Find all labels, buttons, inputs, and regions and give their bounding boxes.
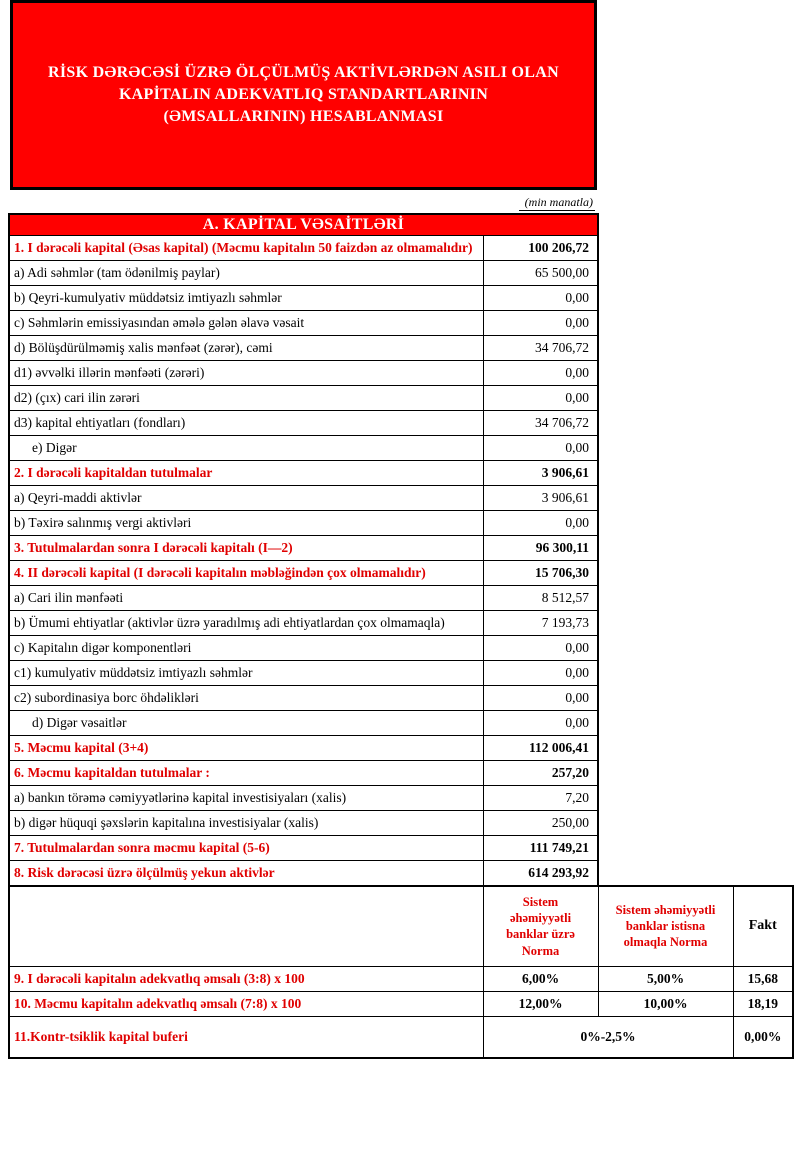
capital-row-label: d2) (çıx) cari ilin zərəri: [9, 386, 483, 411]
capital-row-value: 0,00: [483, 711, 598, 736]
ratio-row: [9, 991, 793, 1016]
capital-row: [9, 811, 598, 836]
capital-row-value: 8 512,57: [483, 586, 598, 611]
capital-row-value: 0,00: [483, 286, 598, 311]
ratio-row-label: 10. Məcmu kapitalın adekvatlıq əmsalı (7:8) x 100: [9, 991, 483, 1016]
capital-row: [9, 836, 598, 861]
title-banner: [10, 0, 597, 190]
capital-row-value: 96 300,11: [483, 536, 598, 561]
capital-row: [9, 336, 598, 361]
capital-row: [9, 736, 598, 761]
capital-row: [9, 611, 598, 636]
capital-row-value: 0,00: [483, 361, 598, 386]
ratio-fakt-value: 18,19: [733, 991, 793, 1016]
page-title: [48, 62, 559, 128]
capital-row-value: 7,20: [483, 786, 598, 811]
capital-row: [9, 661, 598, 686]
capital-row-value: 65 500,00: [483, 261, 598, 286]
capital-row: [9, 686, 598, 711]
ratio-fakt-value: 0,00%: [733, 1016, 793, 1058]
capital-row-label: 5. Məcmu kapital (3+4): [9, 736, 483, 761]
unit-note-row: [8, 190, 597, 213]
capital-row: [9, 311, 598, 336]
capital-row: [9, 461, 598, 486]
ratio-norm-combined: 0%-2,5%: [483, 1016, 733, 1058]
capital-row-value: 257,20: [483, 761, 598, 786]
ratio-fakt-value: 15,68: [733, 966, 793, 991]
unit-note: (min manatla): [519, 195, 595, 211]
capital-row-value: 0,00: [483, 311, 598, 336]
ratio-norm-non-systemic: 5,00%: [598, 966, 733, 991]
capital-row-label: d) Bölüşdürülməmiş xalis mənfəət (zərər), cəmi: [9, 336, 483, 361]
capital-row-value: 614 293,92: [483, 861, 598, 887]
capital-row-value: 0,00: [483, 436, 598, 461]
capital-table-body: [9, 236, 598, 887]
page-title-line-3: (ƏMSALLARININ) HESABLANMASI: [163, 108, 444, 125]
ratio-norm-systemic: 6,00%: [483, 966, 598, 991]
capital-row-label: a) Qeyri-maddi aktivlər: [9, 486, 483, 511]
capital-row-label: c) Səhmlərin emissiyasından əmələ gələn əlavə vəsait: [9, 311, 483, 336]
capital-row: [9, 486, 598, 511]
capital-row-label: 6. Məcmu kapitaldan tutulmalar :: [9, 761, 483, 786]
capital-row-label: b) Qeyri-kumulyativ müddətsiz imtiyazlı səhmlər: [9, 286, 483, 311]
capital-table-header-row: [9, 214, 598, 236]
capital-row: [9, 436, 598, 461]
capital-row-value: 3 906,61: [483, 461, 598, 486]
capital-row-label: 1. I dərəcəli kapital (Əsas kapital) (Məcmu kapitalın 50 faizdən az olmamalıdır): [9, 236, 483, 261]
capital-row-value: 0,00: [483, 636, 598, 661]
capital-row: [9, 286, 598, 311]
capital-row-label: a) bankın törəmə cəmiyyətlərinə kapital investisiyaları (xalis): [9, 786, 483, 811]
capital-row-value: 0,00: [483, 661, 598, 686]
capital-row-label: c) Kapitalın digər komponentləri: [9, 636, 483, 661]
capital-row: [9, 411, 598, 436]
capital-row-value: 100 206,72: [483, 236, 598, 261]
capital-row-label: e) Digər: [9, 436, 483, 461]
capital-row-label: 8. Risk dərəcəsi üzrə ölçülmüş yekun aktivlər: [9, 861, 483, 887]
ratio-row: [9, 966, 793, 991]
capital-row-value: 111 749,21: [483, 836, 598, 861]
ratio-corner-cell: [9, 886, 483, 966]
ratio-norm-systemic: 12,00%: [483, 991, 598, 1016]
capital-row-value: 34 706,72: [483, 411, 598, 436]
ratio-row: [9, 1016, 793, 1058]
capital-row: [9, 261, 598, 286]
capital-row-value: 112 006,41: [483, 736, 598, 761]
capital-row-label: a) Adi səhmlər (tam ödənilmiş paylar): [9, 261, 483, 286]
ratio-table-body: [9, 966, 793, 1058]
capital-row-label: d3) kapital ehtiyatları (fondları): [9, 411, 483, 436]
capital-row: [9, 586, 598, 611]
capital-row-label: d1) əvvəlki illərin mənfəəti (zərəri): [9, 361, 483, 386]
capital-table: [8, 213, 599, 887]
capital-row-value: 3 906,61: [483, 486, 598, 511]
capital-row: [9, 786, 598, 811]
capital-row-value: 0,00: [483, 511, 598, 536]
col-header-norm-systemic: Sistem əhəmiyyətli banklar üzrə Norma: [483, 886, 598, 966]
capital-row-label: a) Cari ilin mənfəəti: [9, 586, 483, 611]
capital-row-value: 250,00: [483, 811, 598, 836]
ratio-header-row: [9, 886, 793, 966]
capital-table-title: A. KAPİTAL VƏSAİTLƏRİ: [9, 214, 598, 236]
capital-row: [9, 361, 598, 386]
ratio-row-label: 11.Kontr-tsiklik kapital buferi: [9, 1016, 483, 1058]
capital-row-label: d) Digər vəsaitlər: [9, 711, 483, 736]
capital-row-label: 2. I dərəcəli kapitaldan tutulmalar: [9, 461, 483, 486]
capital-row: [9, 236, 598, 261]
capital-row: [9, 711, 598, 736]
capital-row: [9, 861, 598, 887]
capital-row-value: 0,00: [483, 386, 598, 411]
ratio-table: [8, 885, 794, 1059]
capital-row: [9, 386, 598, 411]
capital-row-label: b) Təxirə salınmış vergi aktivləri: [9, 511, 483, 536]
capital-row-value: 34 706,72: [483, 336, 598, 361]
capital-row-value: 0,00: [483, 686, 598, 711]
ratio-row-label: 9. I dərəcəli kapitalın adekvatlıq əmsalı (3:8) x 100: [9, 966, 483, 991]
capital-row: [9, 561, 598, 586]
page-title-line-2: KAPİTALIN ADEKVATLIQ STANDARTLARININ: [118, 86, 489, 103]
capital-row: [9, 761, 598, 786]
page-title-line-1: RİSK DƏRƏCƏSİ ÜZRƏ ÖLÇÜLMÜŞ AKTİVLƏRDƏN ASILI OLAN: [48, 64, 559, 81]
capital-row-label: 3. Tutulmalardan sonra I dərəcəli kapitalı (I—2): [9, 536, 483, 561]
capital-row-value: 7 193,73: [483, 611, 598, 636]
capital-row-label: b) Ümumi ehtiyatlar (aktivlər üzrə yaradılmış adi ehtiyatlardan çox olmamaqla): [9, 611, 483, 636]
ratio-norm-non-systemic: 10,00%: [598, 991, 733, 1016]
capital-row-label: c2) subordinasiya borc öhdəlikləri: [9, 686, 483, 711]
capital-row: [9, 536, 598, 561]
col-header-norm-non-systemic: Sistem əhəmiyyətli banklar istisna olmaqla Norma: [598, 886, 733, 966]
capital-row-label: c1) kumulyativ müddətsiz imtiyazlı səhmlər: [9, 661, 483, 686]
capital-row: [9, 636, 598, 661]
capital-row: [9, 511, 598, 536]
capital-row-label: 7. Tutulmalardan sonra məcmu kapital (5-6): [9, 836, 483, 861]
capital-row-label: b) digər hüquqi şəxslərin kapitalına investisiyalar (xalis): [9, 811, 483, 836]
capital-row-value: 15 706,30: [483, 561, 598, 586]
col-header-fakt: Fakt: [733, 886, 793, 966]
capital-row-label: 4. II dərəcəli kapital (I dərəcəli kapitalın məbləğindən çox olmamalıdır): [9, 561, 483, 586]
